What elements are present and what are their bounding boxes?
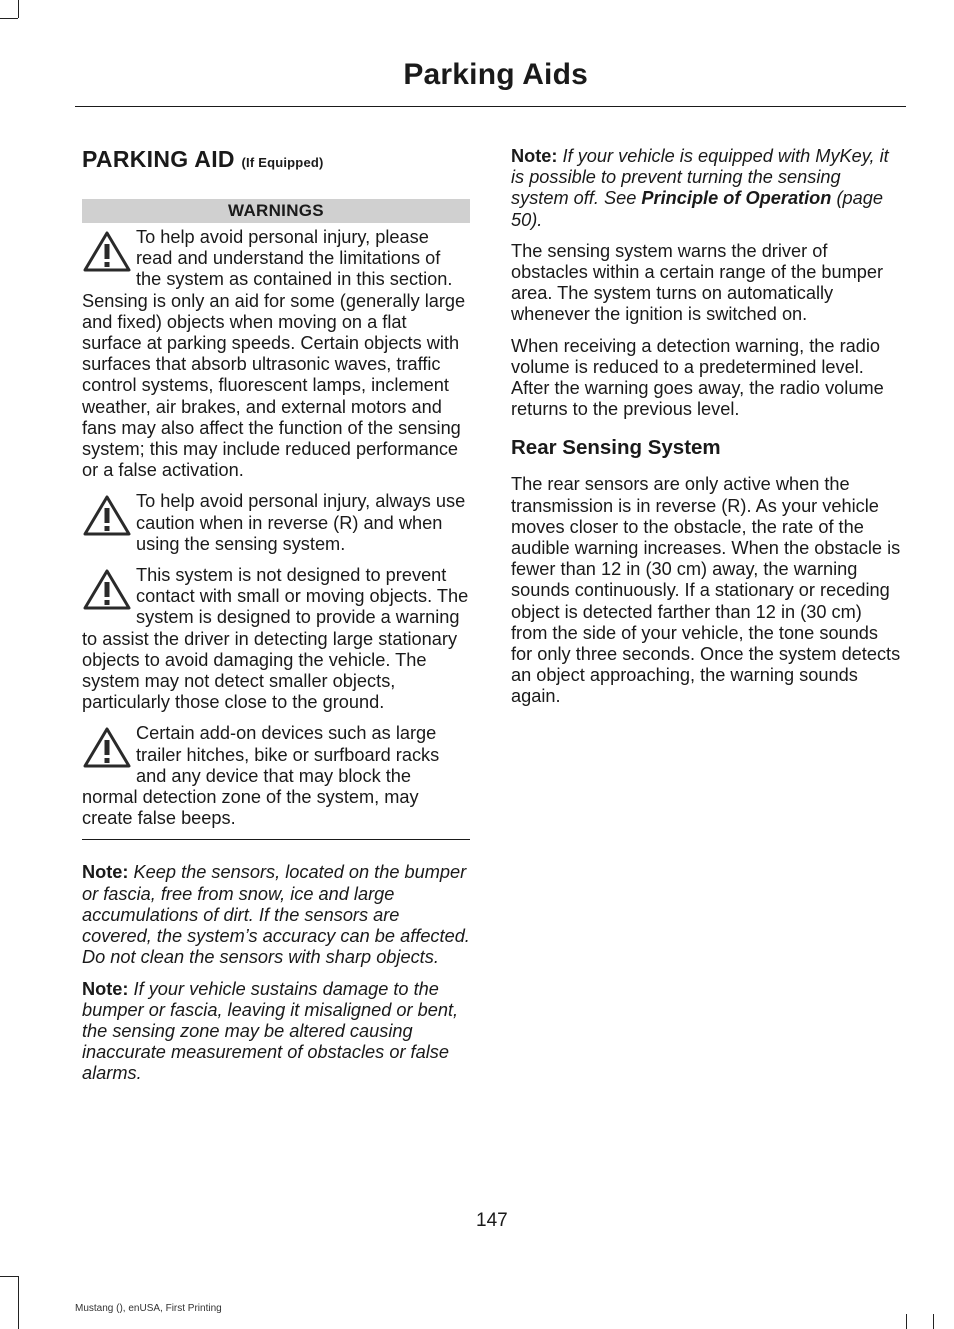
header-rule xyxy=(75,106,906,107)
warning-triangle-icon xyxy=(82,494,132,538)
section-qualifier: (If Equipped) xyxy=(241,155,324,170)
warnings-heading: WARNINGS xyxy=(82,199,470,223)
note-text: Keep the sensors, located on the bumper or fascia, free from snow, ice and large accumulations of dirt. If the sensors are covered, the system’s accuracy can be affected. Do not clean the sensors with sharp objects. xyxy=(82,862,470,968)
warning-block xyxy=(82,723,470,829)
page-reference: (page 50). xyxy=(511,188,883,230)
note-text: If your vehicle sustains damage to the bumper or fascia, leaving it misaligned or bent, the sensing zone may be altered causing inaccurate measurement of obstacles or false alarms. xyxy=(82,978,459,1084)
note-label: Note: xyxy=(82,978,129,999)
body-paragraph: When receiving a detection warning, the radio volume is reduced to a predetermined level. After the warning goes away, the radio volume returns to the previous level. xyxy=(511,335,884,420)
crop-mark xyxy=(18,1276,19,1329)
right-column xyxy=(511,146,903,718)
note-text: If your vehicle is equipped with MyKey, it is possible to prevent turning the sensing system off. See xyxy=(511,146,889,209)
warning-block xyxy=(82,491,470,555)
left-column xyxy=(82,146,470,1095)
warning-triangle-icon xyxy=(82,568,132,612)
warning-text: To help avoid personal injury, always use caution when in reverse (R) and when using the sensing system. xyxy=(136,491,466,554)
footer-text: Mustang (), enUSA, First Printing xyxy=(75,1303,222,1314)
body-paragraph: The rear sensors are only active when the transmission is in reverse (R). As your vehicle moves closer to the obstacle, the rate of the audible warning increases. When the obstacle is fewer than 12 in (30 cm) away, the warning sounds continuously. If a stationary or receding object is detected farther than 12 in (30 cm) from the side of your vehicle, the tone sounds for only three seconds. Once the system detects an object approaching, the warning sounds again. xyxy=(511,474,901,707)
warning-block xyxy=(82,227,470,481)
cross-reference-link[interactable]: Principle of Operation xyxy=(641,188,832,209)
warning-text: To help avoid personal injury, please read and understand the limitations of the system as contained in this section. Sensing is only an aid for some (generally large and fixed) objects when moving on a flat surface at parking speeds. Certain objects with surfaces that absorb ultrasonic waves, traffic control systems, fluorescent lamps, inclement weather, air brakes, and external motors and fans may also affect the function of the sensing system; this may include reduced performance or a false activation. xyxy=(82,227,466,481)
warning-block xyxy=(82,565,470,713)
crop-mark xyxy=(18,0,19,18)
warning-triangle-icon xyxy=(82,726,132,770)
warning-text: This system is not designed to prevent contact with small or moving objects. The system is designed to provide a warning to assist the driver in detecting large stationary objects to avoid damaging the vehicle. The system may not detect smaller objects, particularly those close to the ground. xyxy=(82,565,469,713)
crop-mark xyxy=(0,18,18,19)
section-title xyxy=(82,146,470,173)
note-label: Note: xyxy=(82,862,129,883)
subheading: Rear Sensing System xyxy=(511,436,721,460)
warning-triangle-icon xyxy=(82,230,132,274)
note-label: Note: xyxy=(511,146,558,166)
body-paragraph: The sensing system warns the driver of obstacles within a certain range of the bumper area. The system turns on automatically whenever the ignition is switched on. xyxy=(511,240,884,325)
note xyxy=(82,862,470,968)
mykey-note xyxy=(511,146,903,231)
section-title-text: PARKING AID xyxy=(82,146,235,172)
page-header-title: Parking Aids xyxy=(403,58,588,91)
note xyxy=(82,979,470,1085)
page-number: 147 xyxy=(476,1210,508,1231)
crop-mark xyxy=(0,1276,18,1277)
warning-text: Certain add-on devices such as large trailer hitches, bike or surfboard racks and any device that may block the normal detection zone of the system, may create false beeps. xyxy=(82,723,440,829)
crop-mark xyxy=(933,1314,934,1329)
crop-mark xyxy=(906,1314,907,1329)
warnings-end-rule xyxy=(82,839,470,840)
